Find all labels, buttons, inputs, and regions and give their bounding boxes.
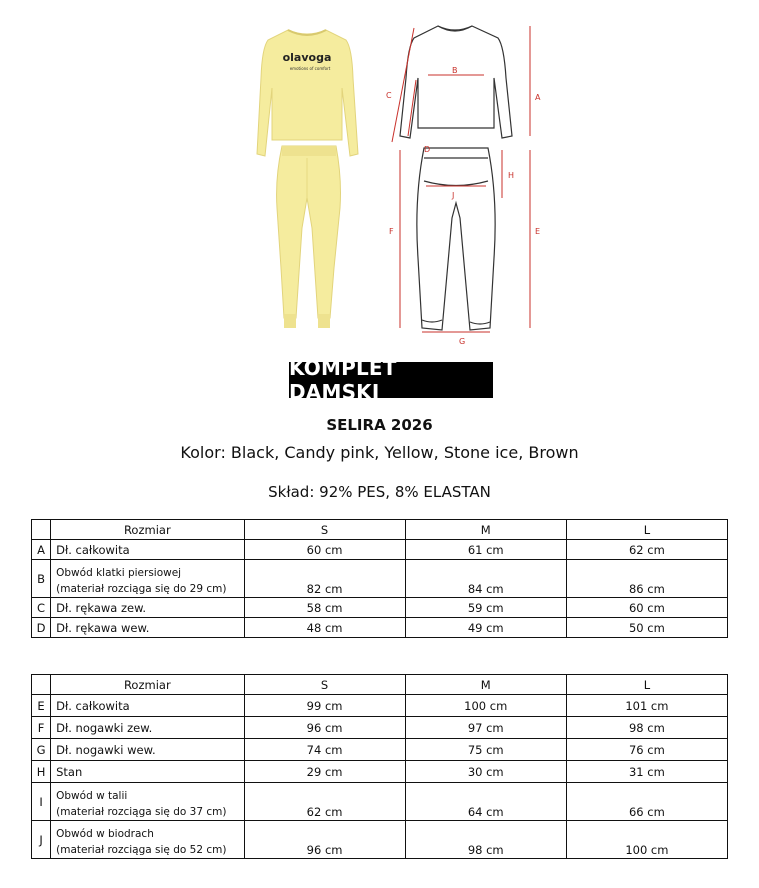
row-name: Obwód w talii [56,790,128,802]
row-name: Obwód w biodrach [56,828,154,840]
table-row [32,540,728,560]
row-letter: A [32,540,51,560]
sweatshirt-size-table [31,519,728,638]
sweatshirt-body [257,30,358,156]
value-m: 98 cm [405,821,566,859]
row-letter: H [32,761,51,783]
value-s: 96 cm [244,821,405,859]
value-s: 58 cm [244,598,405,618]
value-m: 84 cm [405,560,566,598]
table-row [32,761,728,783]
value-l: 76 cm [566,739,727,761]
row-name: Dł. całkowita [51,695,244,717]
row-letter: G [32,739,51,761]
value-l: 62 cm [566,540,727,560]
value-s: 99 cm [244,695,405,717]
value-s: 60 cm [244,540,405,560]
value-m: 49 cm [405,618,566,638]
row-letter: F [32,717,51,739]
header-m: M [405,520,566,540]
table-row [32,695,728,717]
value-s: 29 cm [244,761,405,783]
value-m: 97 cm [405,717,566,739]
row-note: (materiał rozciąga się do 52 cm) [56,844,227,856]
row-letter: J [32,821,51,859]
label-e: E [535,227,541,236]
label-c: C [386,91,392,100]
table-row [32,717,728,739]
value-s: 62 cm [244,783,405,821]
row-name: Stan [51,761,244,783]
row-letter: C [32,598,51,618]
header-s: S [244,675,405,695]
value-s: 82 cm [244,560,405,598]
table-row [32,618,728,638]
value-l: 60 cm [566,598,727,618]
row-letter: D [32,618,51,638]
model-name: SELIRA 2026 [326,416,433,434]
header-l: L [566,675,727,695]
label-h: H [508,171,515,180]
value-l: 50 cm [566,618,727,638]
row-name: Dł. rękawa zew. [51,598,244,618]
value-s: 96 cm [244,717,405,739]
row-letter: B [32,560,51,598]
header-size: Rozmiar [51,520,244,540]
table-row [32,821,728,859]
row-letter: E [32,695,51,717]
table-row [32,598,728,618]
value-m: 75 cm [405,739,566,761]
label-f: F [389,227,394,236]
row-note: (materiał rozciąga się do 37 cm) [56,806,227,818]
table-row [32,783,728,821]
table-row [32,560,728,598]
row-name: Dł. rękawa wew. [51,618,244,638]
row-letter: I [32,783,51,821]
print-brand: olavoga [282,51,332,64]
label-g: G [459,337,466,346]
label-j: J [452,191,455,200]
joggers-body [277,146,341,318]
header-s: S [244,520,405,540]
value-s: 74 cm [244,739,405,761]
value-m: 100 cm [405,695,566,717]
table-header-row [32,675,728,695]
header-l: L [566,520,727,540]
value-l: 98 cm [566,717,727,739]
product-figures [250,18,550,348]
print-tagline: emotions of comfort [289,66,331,71]
value-l: 31 cm [566,761,727,783]
row-name: Dł. nogawki wew. [51,739,244,761]
row-note: (materiał rozciąga się do 29 cm) [56,583,227,595]
table-row [32,739,728,761]
label-a: A [535,93,541,102]
value-m: 64 cm [405,783,566,821]
row-name: Dł. całkowita [51,540,244,560]
value-m: 30 cm [405,761,566,783]
value-m: 59 cm [405,598,566,618]
table-header-row [32,520,728,540]
value-l: 86 cm [566,560,727,598]
header-size: Rozmiar [51,675,244,695]
joggers-size-table [31,674,728,859]
value-m: 61 cm [405,540,566,560]
product-photo [250,18,365,338]
composition: Skład: 92% PES, 8% ELASTAN [268,483,491,501]
title-box [289,356,493,404]
product-title: KOMPLET DAMSKI [289,356,397,404]
row-name: Obwód klatki piersiowej [56,567,182,579]
value-l: 100 cm [566,821,727,859]
value-l: 101 cm [566,695,727,717]
technical-drawing [380,18,550,348]
label-b: B [452,66,458,75]
label-d: D [424,145,431,154]
value-s: 48 cm [244,618,405,638]
value-l: 66 cm [566,783,727,821]
color-list: Kolor: Black, Candy pink, Yellow, Stone ice, Brown [180,443,579,462]
header-m: M [405,675,566,695]
row-name: Dł. nogawki zew. [51,717,244,739]
